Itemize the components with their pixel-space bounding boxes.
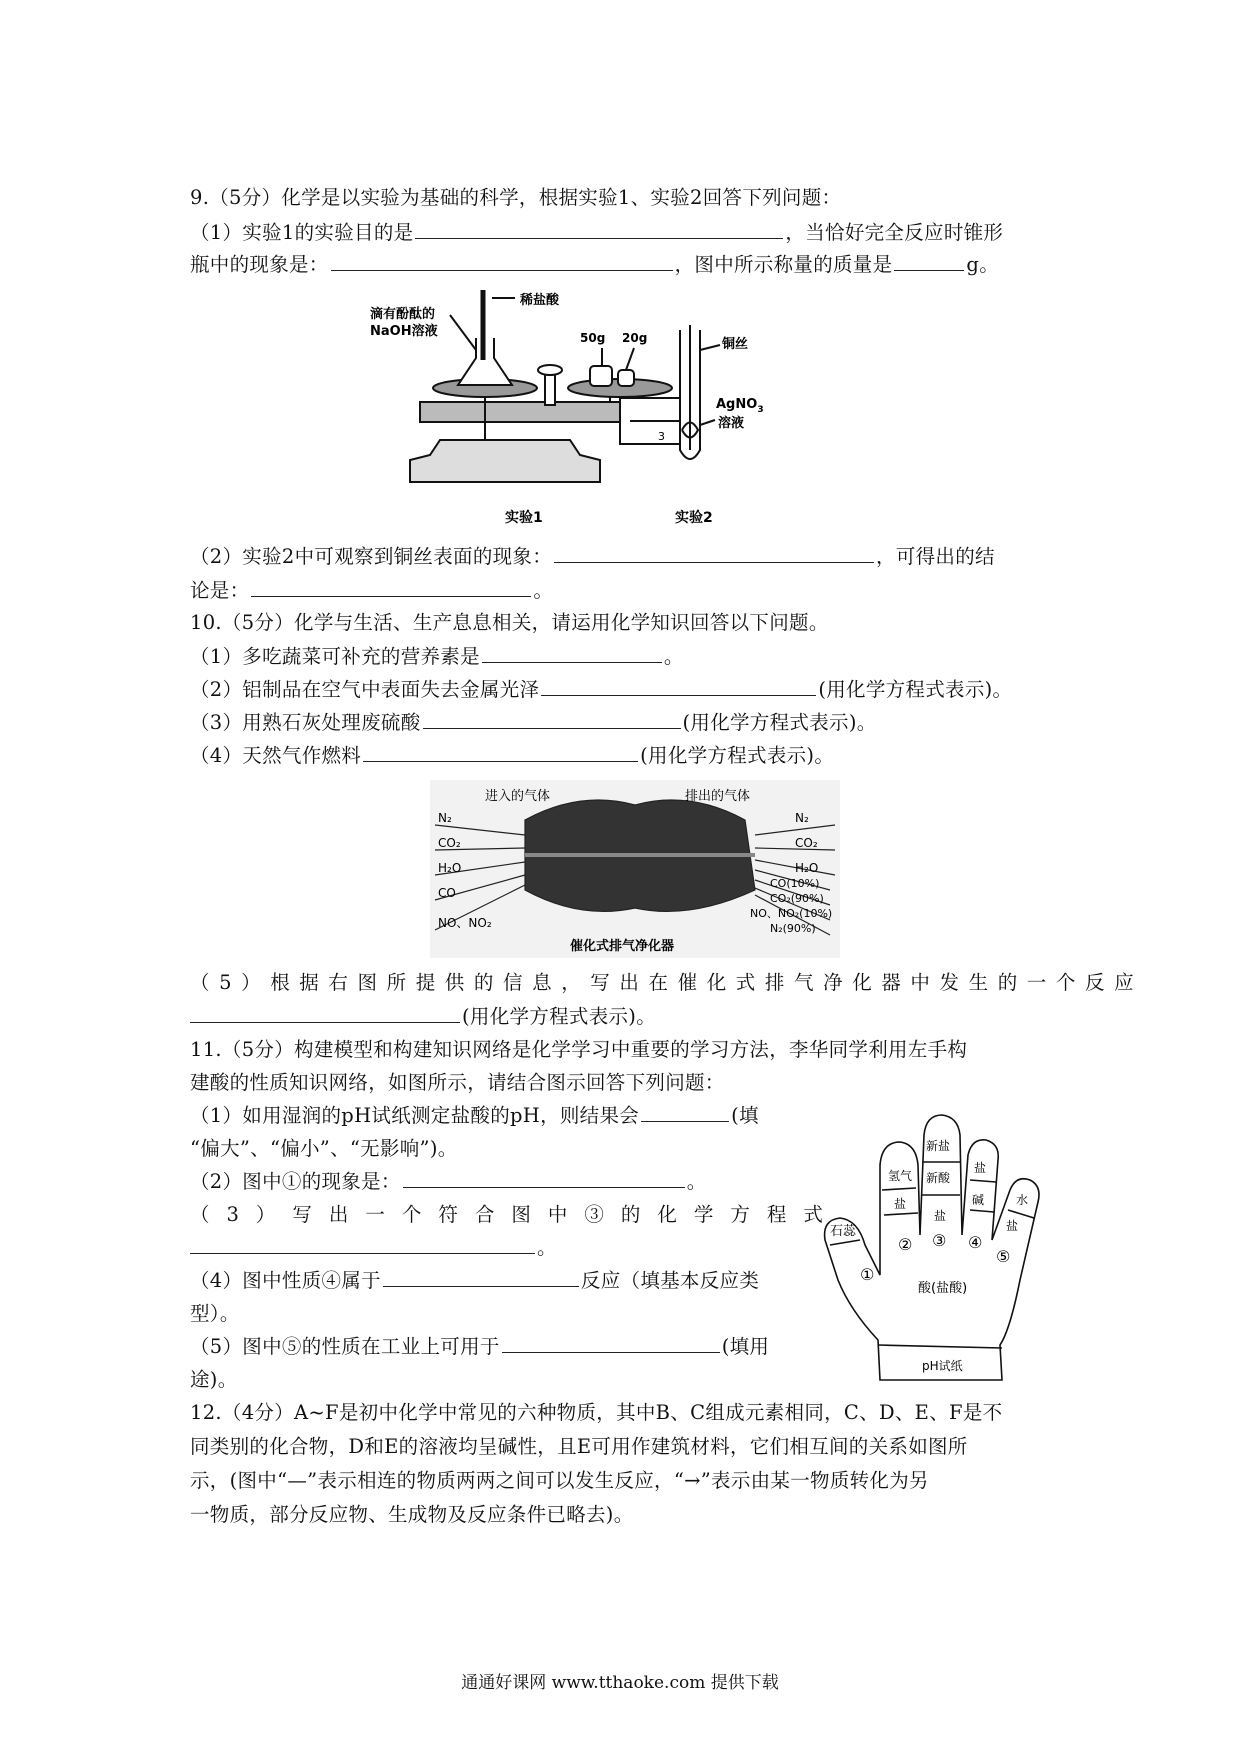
q11-part5-line2: 途)。 bbox=[190, 1368, 238, 1391]
fig-weight-50g: 50g bbox=[580, 331, 606, 345]
q11-blank-reaction-type[interactable] bbox=[383, 1266, 579, 1287]
fig-out-co: CO(10%) bbox=[770, 877, 820, 890]
q12-line1: 12.（4分）A~F是初中化学中常见的六种物质，其中B、C组成元素相同，C、D、E、F是不 bbox=[190, 1401, 1003, 1424]
q9-p1-text-c: 瓶中的现象是： bbox=[190, 253, 329, 276]
q11-p1-text: （1）如用湿润的pH试纸测定盐酸的pH，则结果会 bbox=[190, 1104, 640, 1127]
fig-out-title: 排出的气体 bbox=[685, 789, 751, 804]
hand-middle-low: 盐 bbox=[934, 1209, 947, 1223]
q11-stem-line2: 建酸的性质知识网络，如图所示，请结合图示回答下列问题： bbox=[190, 1071, 725, 1094]
hand-little-bottom: 盐 bbox=[1006, 1219, 1019, 1233]
q10-p3-text: （3）用熟石灰处理废硫酸 bbox=[190, 711, 421, 734]
fig-weight-20g: 20g bbox=[622, 331, 648, 345]
q11-p4-text-b: 反应（填基本反应类 bbox=[580, 1269, 760, 1292]
q10-stem: 10.（5分）化学与生活、生产息息相关，请运用化学知识回答以下问题。 bbox=[190, 611, 829, 634]
q11-part4-line1 bbox=[190, 1266, 759, 1296]
fig-caption-exp2: 实验2 bbox=[675, 510, 713, 526]
q11-part3-line1: （3）写出一个符合图中③的化学方程式 bbox=[190, 1203, 840, 1226]
q9-experiment-figure bbox=[370, 290, 850, 530]
q10-part1 bbox=[190, 642, 684, 672]
q11-part5-line1 bbox=[190, 1332, 769, 1362]
q10-part4 bbox=[190, 741, 834, 771]
q12-line2: 同类别的化合物，D和E的溶液均呈碱性，且E可用作建筑材料，它们相互间的关系如图所 bbox=[190, 1435, 968, 1458]
hand-index-top: 氢气 bbox=[888, 1169, 913, 1183]
q11-part3-line2 bbox=[190, 1233, 557, 1263]
fig-label-solution: 溶液 bbox=[718, 416, 745, 431]
page-footer: 通通好课网 www.tthaoke.com 提供下载 bbox=[461, 1673, 779, 1693]
q11-p2-text-b: 。 bbox=[686, 1170, 707, 1193]
q10-blank-natural-gas[interactable] bbox=[363, 741, 638, 762]
q9-stem: 9.（5分）化学是以实验为基础的科学，根据实验1、实验2回答下列问题： bbox=[190, 186, 842, 209]
fig-in-title: 进入的气体 bbox=[485, 789, 551, 804]
fig-out-co2: CO₂ bbox=[795, 836, 818, 850]
q11-blank-ph[interactable] bbox=[641, 1101, 729, 1122]
q10-p2-text: （2）铝制品在空气中表面失去金属光泽 bbox=[190, 678, 540, 701]
fig-out-nox: NO、NO₂(10%) bbox=[750, 907, 833, 920]
hand-middle-top: 新盐 bbox=[926, 1139, 951, 1153]
fig-converter-caption: 催化式排气净化器 bbox=[570, 939, 675, 954]
q10-part2 bbox=[190, 675, 1012, 705]
q10-part3 bbox=[190, 708, 877, 738]
fig-label-naoh: NaOH溶液 bbox=[370, 324, 438, 339]
q9-part1-line2 bbox=[190, 250, 999, 280]
q9-p2-text-b: ，可得出的结 bbox=[876, 545, 995, 568]
q11-part1-line1 bbox=[190, 1101, 759, 1131]
q12-line4: 一物质，部分反应物、生成物及反应条件已略去)。 bbox=[190, 1503, 634, 1526]
q9-p1-text-b: ，当恰好完全反应时锥形 bbox=[785, 221, 1004, 244]
fig-in-n2: N₂ bbox=[438, 811, 452, 825]
q11-p5-text-b: (填用 bbox=[721, 1335, 770, 1358]
fig-in-h2o: H₂O bbox=[438, 861, 462, 875]
q11-p3-text-b: 。 bbox=[537, 1236, 557, 1259]
q10-blank-aluminium[interactable] bbox=[541, 675, 816, 696]
fig-label-indicator: 滴有酚酞的 bbox=[370, 307, 436, 322]
q9-blank-copper[interactable] bbox=[554, 542, 874, 563]
q11-p5-text: （5）图中⑤的性质在工业上可用于 bbox=[190, 1335, 500, 1358]
q9-part1-line1 bbox=[190, 218, 1003, 248]
fig-out-co2b: CO₂(90%) bbox=[770, 892, 824, 905]
fig-out-h2o: H₂O bbox=[795, 861, 819, 875]
q9-blank-conclusion[interactable] bbox=[251, 576, 531, 597]
q10-p1-text-b: 。 bbox=[663, 645, 684, 668]
fig-out-n2: N₂ bbox=[795, 811, 809, 825]
fig-out-n2b: N₂(90%) bbox=[770, 922, 816, 935]
q11-p1-text-b: (填 bbox=[731, 1104, 759, 1127]
hand-ring-bottom: 碱 bbox=[972, 1193, 985, 1207]
q9-blank-mass[interactable] bbox=[894, 250, 964, 271]
q9-p1-text-e: g。 bbox=[966, 253, 1000, 276]
q10-p2-text-b: (用化学方程式表示)。 bbox=[818, 678, 1013, 701]
q11-part4-line2: 型）。 bbox=[190, 1302, 240, 1325]
q9-p2-text: （2）实验2中可观察到铜丝表面的现象： bbox=[190, 545, 553, 568]
fig-label-acid: 稀盐酸 bbox=[520, 293, 560, 308]
hand-num-4: ④ bbox=[968, 1233, 983, 1252]
hand-thumb: 石蕊 bbox=[830, 1224, 857, 1239]
hand-palm: 酸(盐酸) bbox=[918, 1281, 968, 1296]
hand-middle-bottom: 新酸 bbox=[926, 1171, 951, 1185]
q10-blank-limewater[interactable] bbox=[423, 708, 681, 729]
q10-blank-converter[interactable] bbox=[190, 1002, 460, 1023]
q11-part2 bbox=[190, 1167, 707, 1197]
fig-label-cu: 铜丝 bbox=[722, 337, 749, 352]
fig-label-agno3: AgNO$_3$ bbox=[716, 397, 764, 415]
balance-base bbox=[410, 440, 600, 482]
q11-part1-line2: “偏大”、“偏小”、“无影响”)。 bbox=[190, 1137, 458, 1160]
q10-blank-nutrient[interactable] bbox=[482, 642, 662, 663]
hand-num-5: ⑤ bbox=[996, 1247, 1011, 1266]
q9-blank-phenomenon[interactable] bbox=[331, 250, 673, 271]
q11-blank-phenomenon[interactable] bbox=[403, 1167, 685, 1188]
q11-p2-text: （2）图中①的现象是： bbox=[190, 1170, 401, 1193]
q9-p2-text-d: 。 bbox=[533, 579, 554, 602]
q10-p3-text-b: (用化学方程式表示)。 bbox=[682, 711, 877, 734]
q9-part2-line1 bbox=[190, 542, 995, 572]
fig-in-co2: CO₂ bbox=[438, 836, 461, 850]
fig-in-nox: NO、NO₂ bbox=[438, 916, 492, 930]
q11-blank-usage[interactable] bbox=[502, 1332, 720, 1353]
q11-blank-equation[interactable] bbox=[190, 1233, 535, 1254]
q9-p1-text: （1）实验1的实验目的是 bbox=[190, 221, 414, 244]
hand-ring-top: 盐 bbox=[974, 1161, 987, 1175]
q11-stem-line1: 11.（5分）构建模型和构建知识网络是化学学习中重要的学习方法，李华同学利用左手构 bbox=[190, 1038, 968, 1061]
fig-scale-mark: 3 bbox=[658, 430, 665, 443]
fig-caption-exp1: 实验1 bbox=[505, 510, 543, 526]
hand-wrist: pH试纸 bbox=[922, 1359, 963, 1373]
q9-blank-purpose[interactable] bbox=[415, 218, 783, 239]
q10-p4-text: （4）天然气作燃料 bbox=[190, 744, 362, 767]
q10-p5-text-b: (用化学方程式表示)。 bbox=[462, 1005, 657, 1028]
hand-num-3: ③ bbox=[932, 1231, 947, 1250]
q10-p1-text: （1）多吃蔬菜可补充的营养素是 bbox=[190, 645, 480, 668]
q9-p1-text-d: ，图中所示称量的质量是 bbox=[674, 253, 893, 276]
weight-20g bbox=[618, 370, 634, 386]
q11-hand-figure bbox=[820, 1080, 1060, 1400]
hand-num-1: ① bbox=[860, 1265, 875, 1284]
q10-part5-line2 bbox=[190, 1002, 656, 1032]
weight-50g bbox=[590, 366, 612, 386]
hand-num-2: ② bbox=[898, 1235, 913, 1254]
hand-index-bottom: 盐 bbox=[894, 1197, 907, 1211]
q10-part5-line1: （5）根据右图所提供的信息，写出在催化式排气净化器中发生的一个反应 bbox=[190, 971, 1144, 994]
q10-converter-figure bbox=[430, 780, 840, 958]
fig-in-co: CO bbox=[438, 886, 456, 900]
q9-part2-line2 bbox=[190, 576, 553, 606]
q11-p4-text: （4）图中性质④属于 bbox=[190, 1269, 381, 1292]
q12-line3: 示，(图中“—”表示相连的物质两两之间可以发生反应，“→”表示由某一物质转化为另 bbox=[190, 1469, 929, 1492]
q9-p2-text-c: 论是： bbox=[190, 579, 250, 602]
q10-p4-text-b: (用化学方程式表示)。 bbox=[640, 744, 835, 767]
hand-little-top: 水 bbox=[1016, 1193, 1029, 1207]
